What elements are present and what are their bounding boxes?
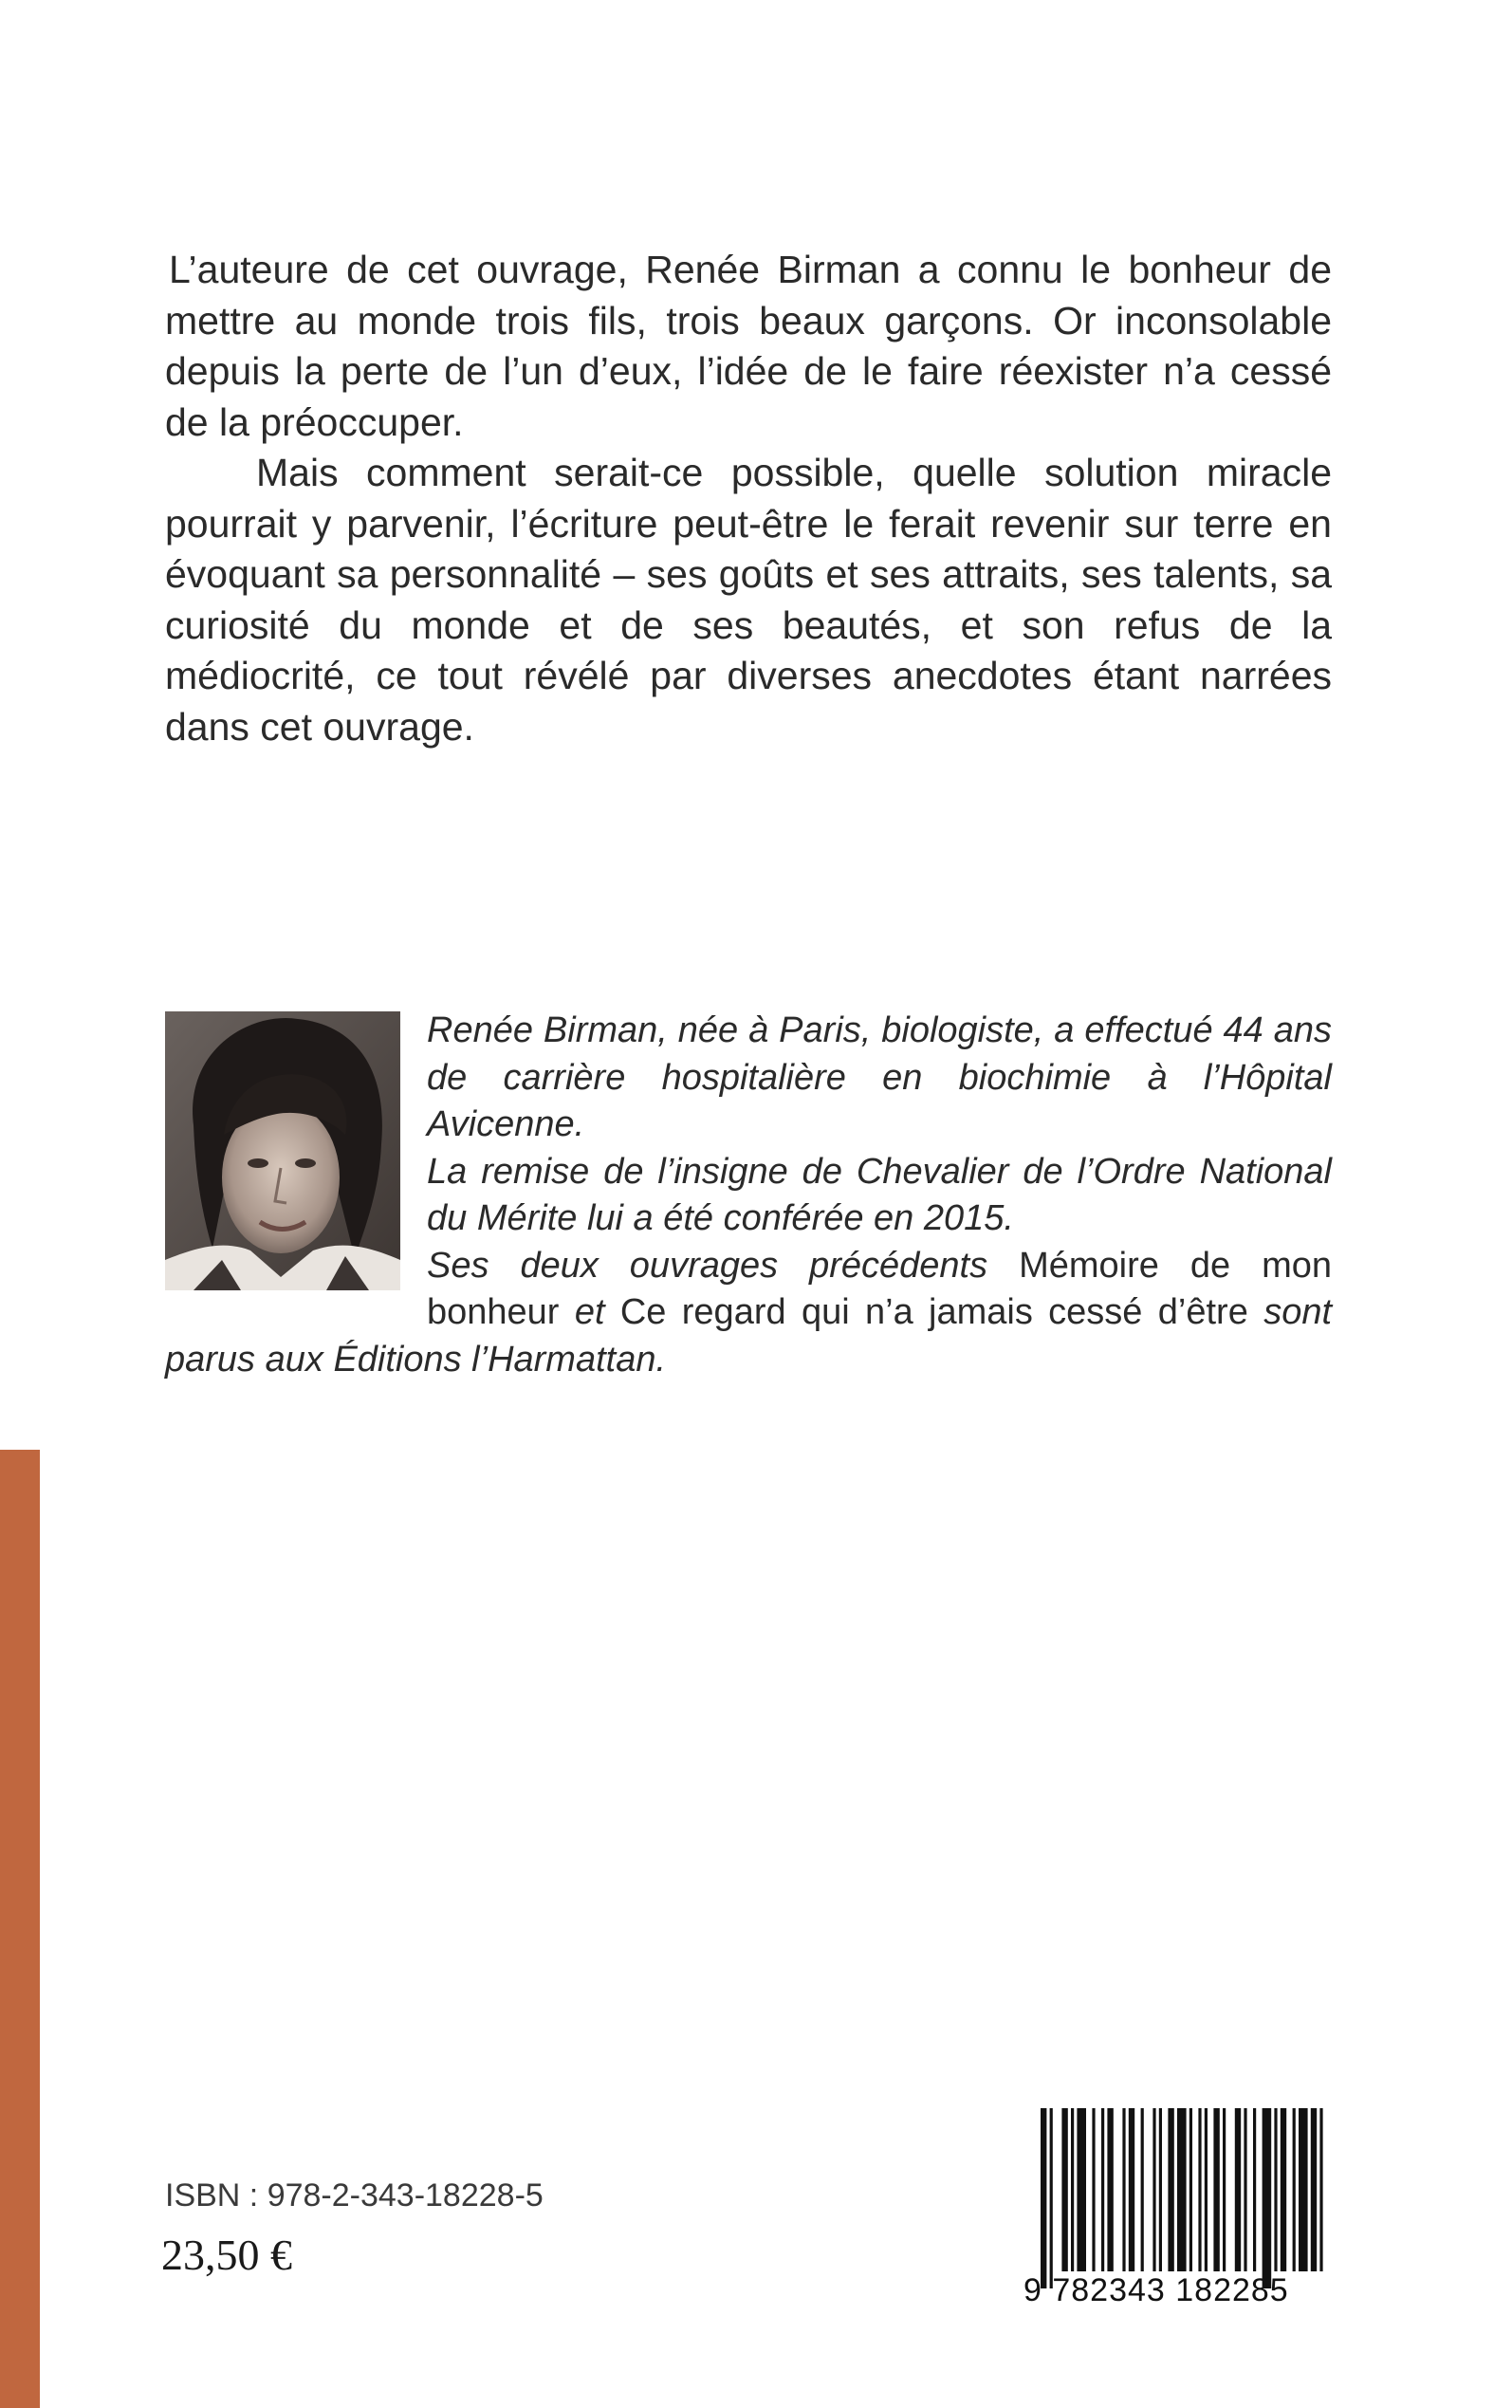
barcode-bar (1223, 2108, 1226, 2271)
barcode-bar (1281, 2108, 1286, 2271)
book-title-1: Mémoire de mon bonheur (427, 1245, 1332, 1332)
author-bio (165, 1008, 1332, 1383)
barcode-bar (1253, 2108, 1256, 2271)
bio-publisher-note: sont parus aux Éditions l’Harmattan. (165, 1292, 1333, 1380)
barcode-bar (1129, 2108, 1134, 2271)
bio-previous-works-intro: Ses deux ouvrages précédents (427, 1245, 988, 1286)
barcode-bar (1319, 2108, 1322, 2271)
bio-conjunction: et (574, 1292, 605, 1332)
barcode-bar (1101, 2108, 1104, 2271)
barcode-bar (1274, 2108, 1277, 2271)
barcode-bar (1050, 2108, 1053, 2288)
barcode-bar (1205, 2108, 1208, 2271)
barcode-bar (1263, 2108, 1272, 2288)
book-title-2: Ce regard qui n’a jamais cessé d’être (619, 1292, 1248, 1332)
barcode-bar (1189, 2108, 1192, 2271)
barcode-bar (1141, 2108, 1144, 2271)
barcode-bar (1235, 2108, 1241, 2271)
book-blurb (165, 245, 1332, 752)
barcode-bar (1092, 2108, 1095, 2271)
barcode-bar (1077, 2108, 1086, 2271)
bio-paragraph-2: La remise de l’insigne de Chevalier de l’Ordre National du Mérite lui a été conférée en 2015. (427, 1151, 1332, 1238)
barcode-bar (1311, 2108, 1317, 2271)
barcode-bar (1198, 2108, 1201, 2271)
barcode-bar (1244, 2108, 1246, 2271)
spine-color-stripe (0, 1450, 40, 2408)
author-name: Renée Birman (427, 1010, 658, 1050)
author-photo (165, 1011, 400, 1290)
barcode-bar (1168, 2108, 1173, 2271)
barcode-bar (1293, 2108, 1296, 2271)
barcode-bar (1213, 2108, 1219, 2271)
barcode-bar (1299, 2108, 1308, 2271)
blurb-paragraph-1: L’auteure de cet ouvrage, Renée Birman a connu le bonheur de mettre au monde trois fils, trois beaux garçons. Or inconsolable depuis la perte de l’un d’eux, l’idée de le faire réexister n’a cessé de la préoccuper. (165, 248, 1332, 444)
barcode-bar (1159, 2108, 1162, 2271)
barcode-digits: 9 782343 182285 (1023, 2272, 1289, 2308)
bio-line-1: , née à Paris, biologiste, a effectué 44 ans de carrière hospitalière en biochimie à l’Hôpital Avicenne. (427, 1010, 1332, 1144)
barcode-bar (1107, 2108, 1113, 2271)
isbn-label: ISBN : 978-2-343-18228-5 (165, 2177, 544, 2214)
barcode (1037, 2108, 1333, 2296)
barcode-bar (1122, 2108, 1125, 2271)
barcode-bars (1037, 2108, 1333, 2296)
price-label: 23,50 € (161, 2231, 292, 2279)
barcode-bar (1041, 2108, 1046, 2288)
blurb-paragraph-2: Mais comment serait-ce possible, quelle solution miracle pourrait y parvenir, l’écriture peut-être le ferait revenir sur terre en évoquant sa personnalité – ses goûts et ses attraits, ses talents, sa curiosité du monde et de ses beautés, et son refus de la médiocrité, ce tout révélé par diverses anecdotes étant narrées dans cet ouvrage. (165, 451, 1332, 749)
barcode-bar (1071, 2108, 1074, 2271)
barcode-bar (1152, 2108, 1155, 2271)
barcode-bar (1177, 2108, 1187, 2271)
barcode-bar (1061, 2108, 1067, 2271)
